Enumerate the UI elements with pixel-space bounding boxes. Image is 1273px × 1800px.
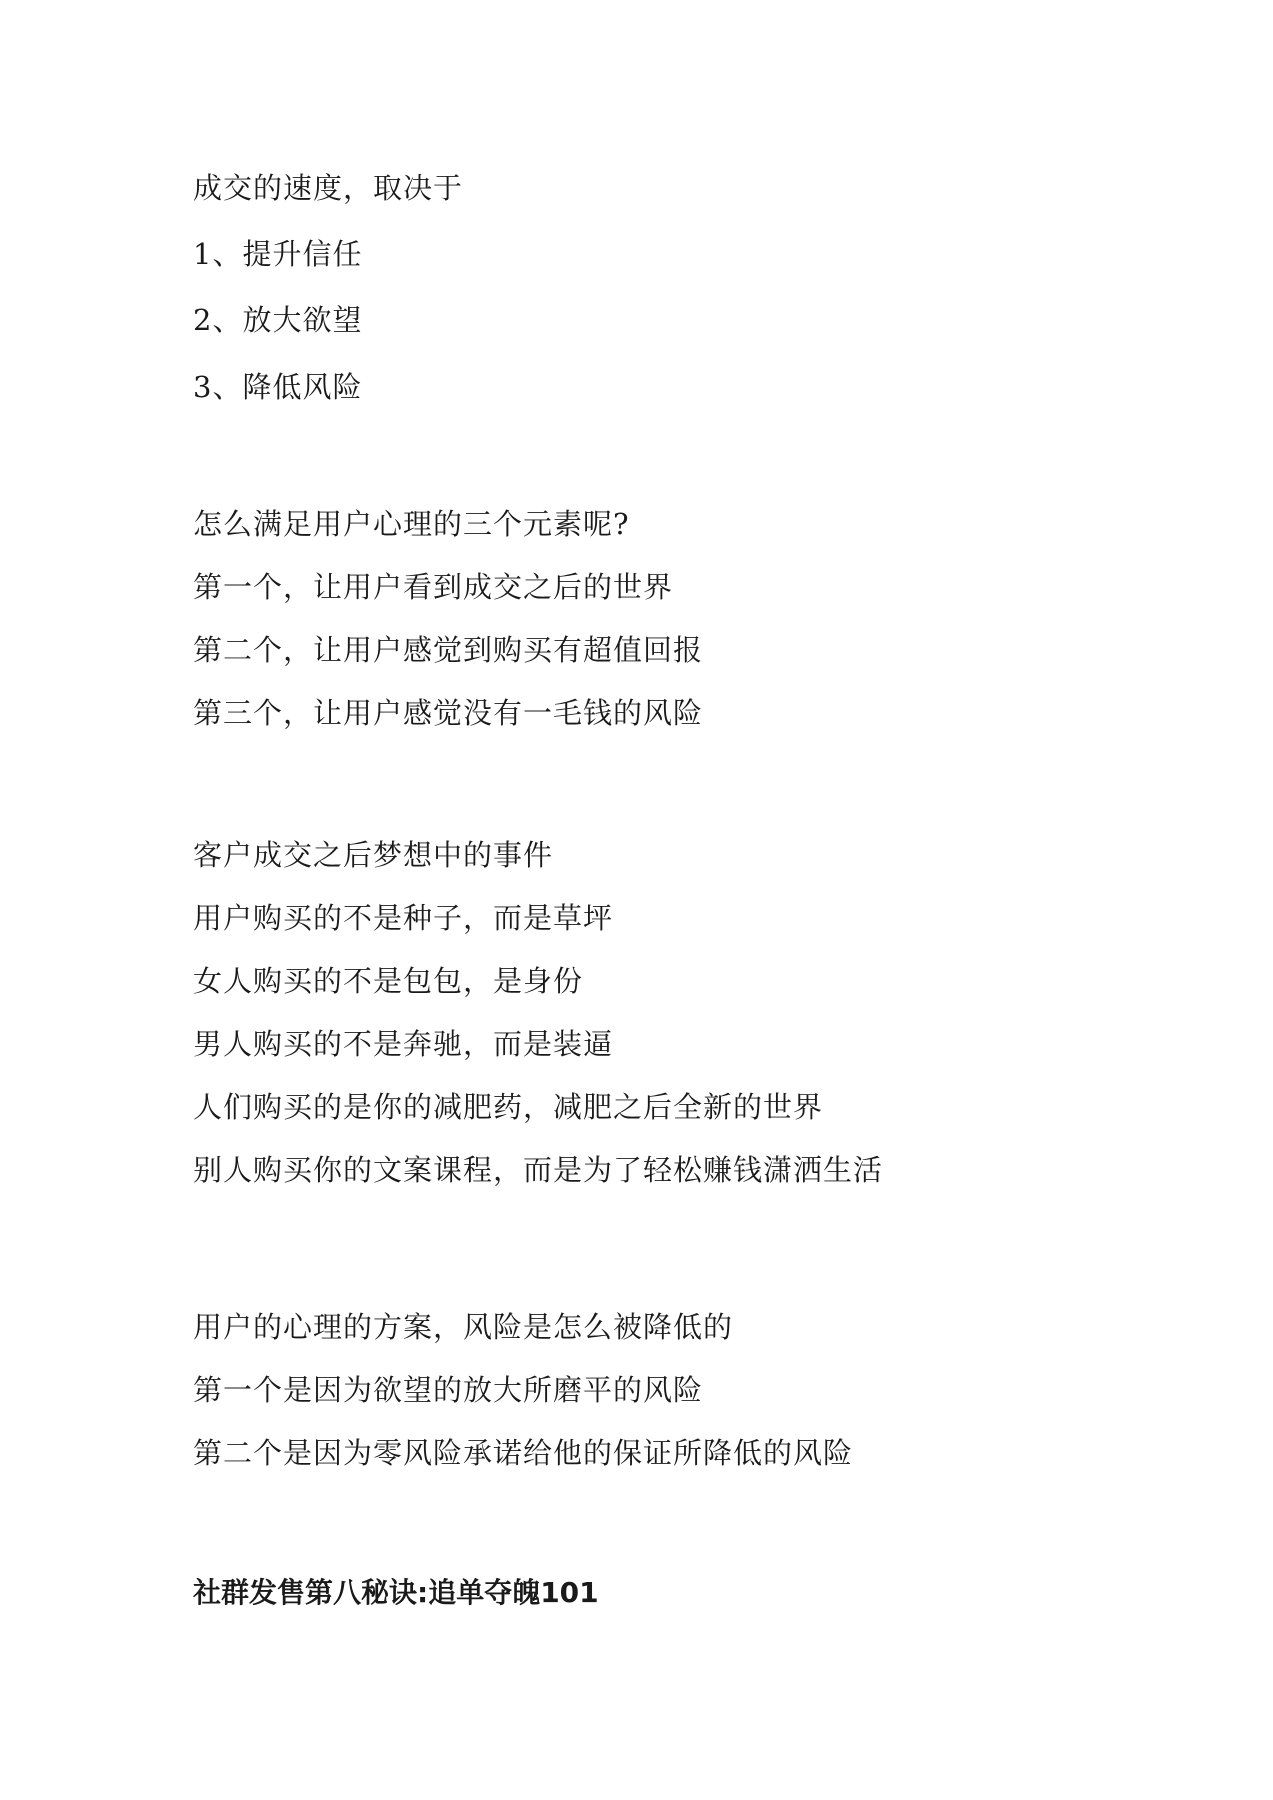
section-title: 客户成交之后梦想中的事件 [193,838,554,872]
list-item: 用户购买的不是种子，而是草坪 [193,901,614,935]
list-item: 别人购买你的文案课程，而是为了轻松赚钱潇洒生活 [193,1153,884,1187]
list-item: 2、放大欲望 [193,303,363,337]
list-item: 1、提升信任 [193,237,363,271]
list-item: 第一个，让用户看到成交之后的世界 [193,570,674,604]
list-item: 人们购买的是你的减肥药，减肥之后全新的世界 [193,1090,824,1124]
list-item: 3、降低风险 [193,370,363,404]
list-item: 第二个是因为零风险承诺给他的保证所降低的风险 [193,1436,854,1470]
list-item: 男人购买的不是奔驰，而是装逼 [193,1027,614,1061]
list-item: 第三个，让用户感觉没有一毛钱的风险 [193,696,704,730]
section-title: 用户的心理的方案，风险是怎么被降低的 [193,1310,734,1344]
page-heading: 社群发售第八秘诀:追单夺魄101 [193,1576,599,1609]
intro-line: 成交的速度，取决于 [193,171,464,205]
question-line: 怎么满足用户心理的三个元素呢? [193,507,630,541]
list-item: 女人购买的不是包包，是身份 [193,964,584,998]
list-item: 第一个是因为欲望的放大所磨平的风险 [193,1373,704,1407]
list-item: 第二个，让用户感觉到购买有超值回报 [193,633,704,667]
